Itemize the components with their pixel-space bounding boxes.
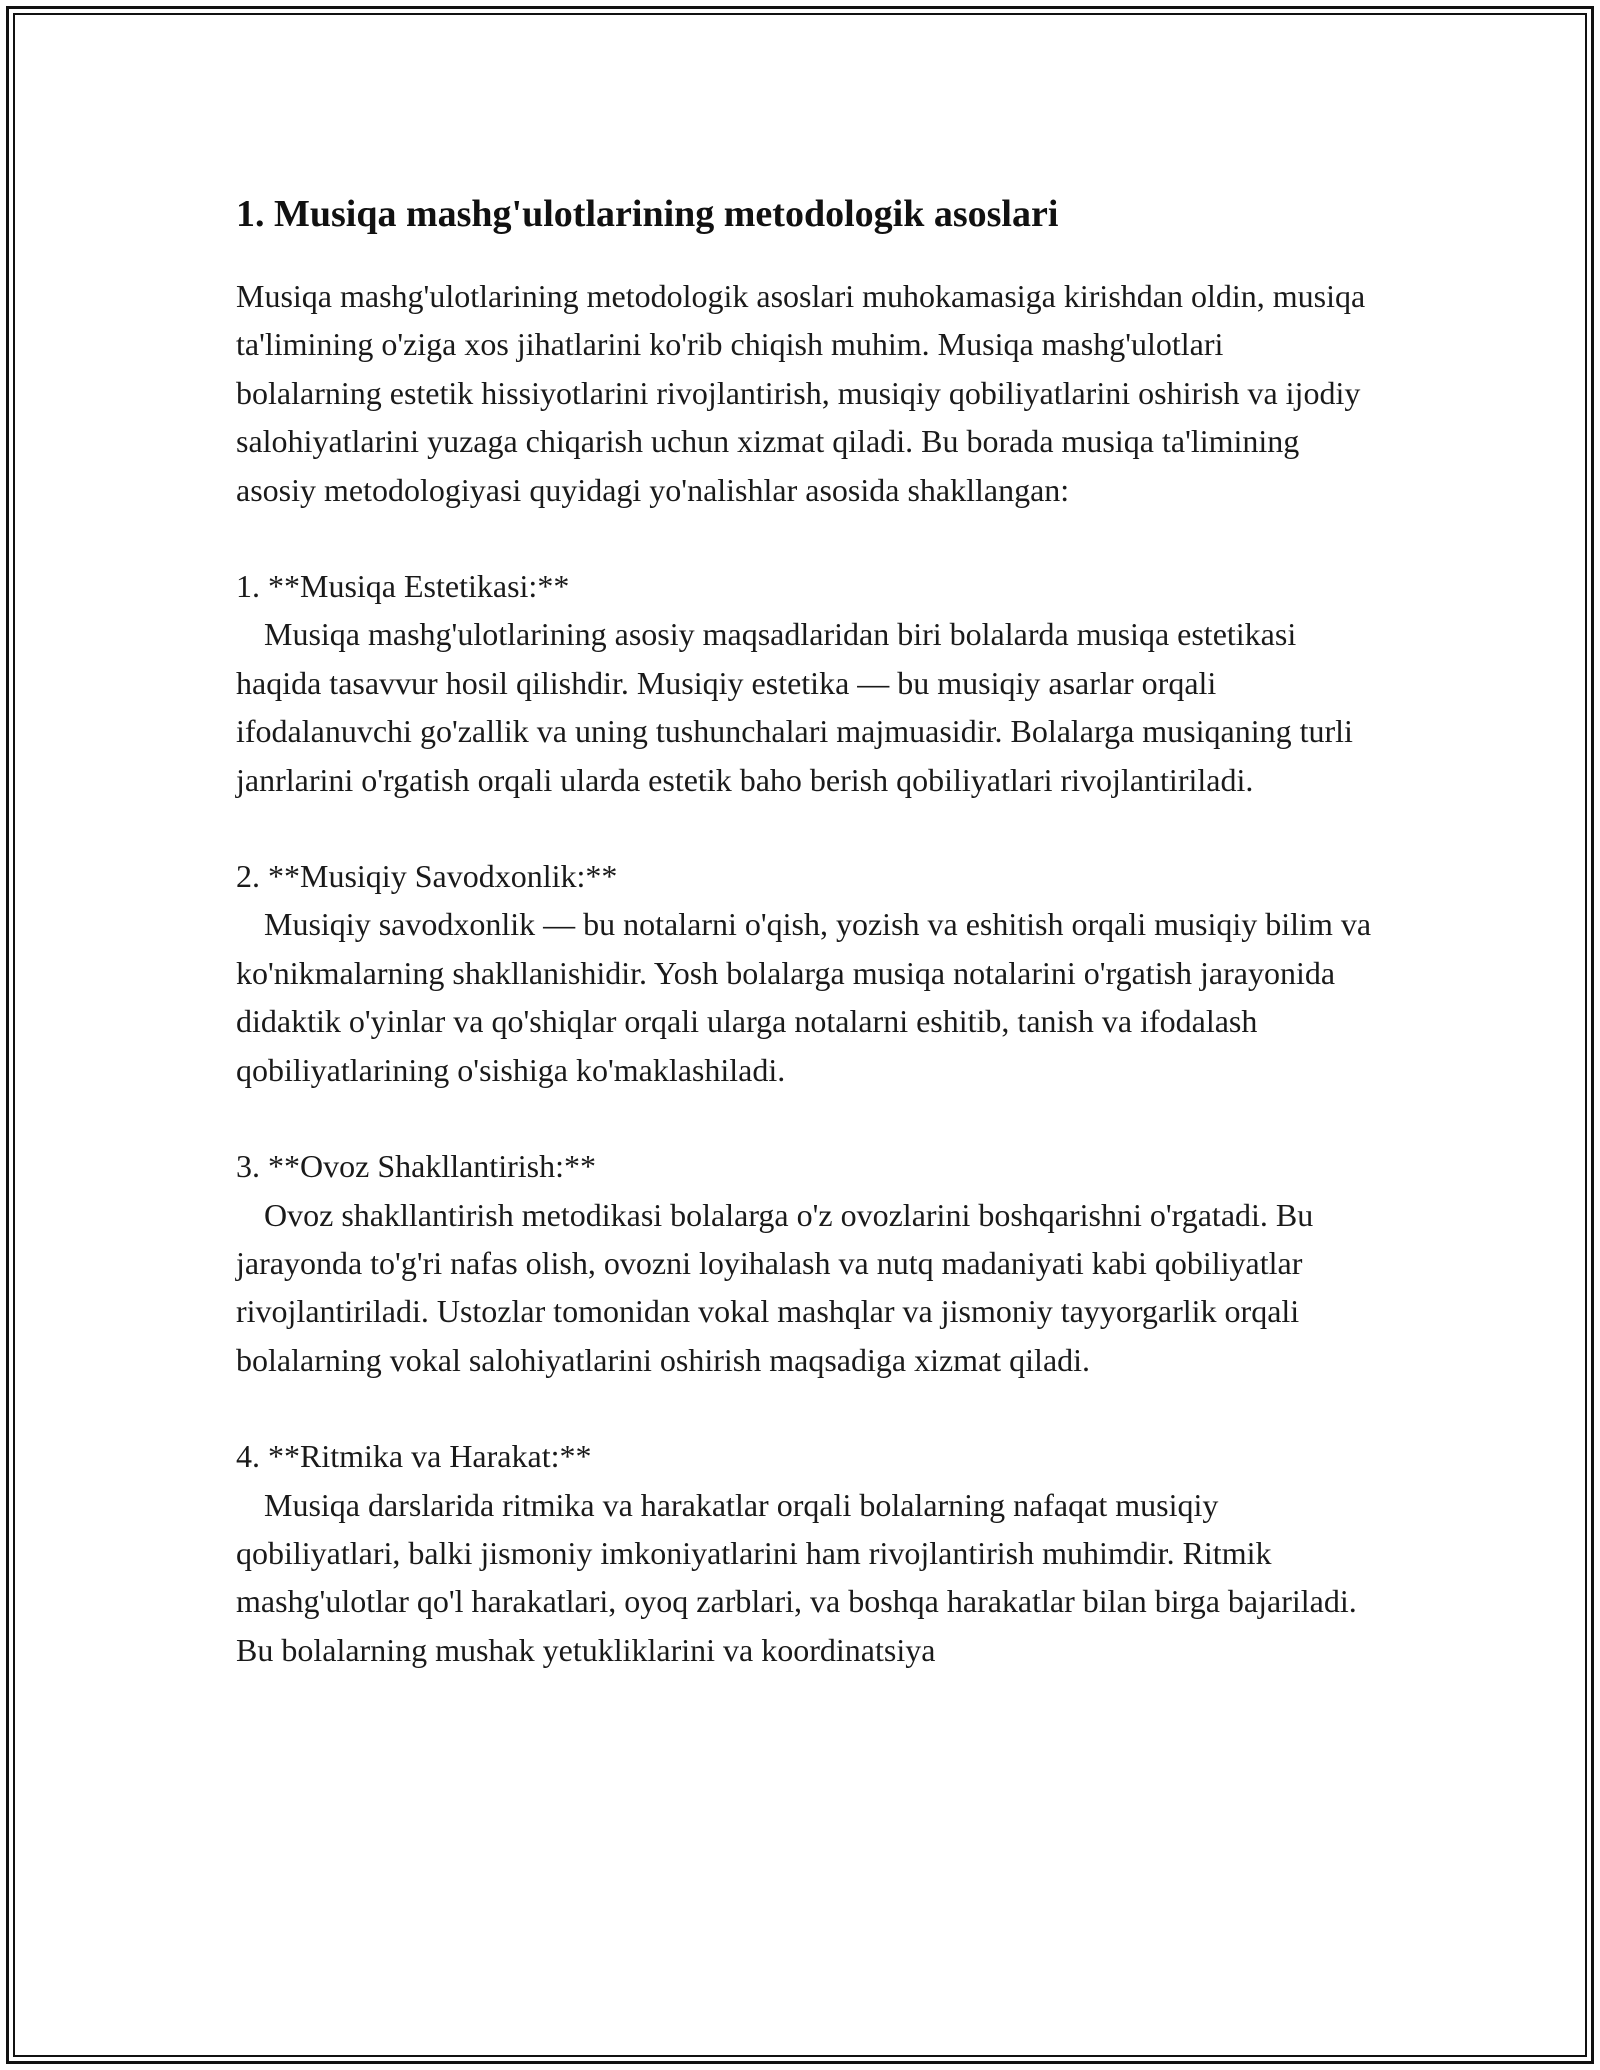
section-musiqa-estetikasi bbox=[236, 562, 1376, 804]
section-body: Musiqa mashg'ulotlarining asosiy maqsadlaridan biri bolalarda musiqa estetikasi haqida tasavvur hosil qilishdir. Musiqiy estetika — bu musiqiy asarlar orqali ifodalanuvchi go'zallik va uning tushunchalari majmuasidir. Bolalarga musiqaning turli janrlarini o'rgatish orqali ularda estetik baho berish qobiliyatlari rivojlantiriladi. bbox=[236, 616, 1353, 798]
section-body: Ovoz shakllantirish metodikasi bolalarga o'z ovozlarini boshqarishni o'rgatadi. Bu jarayonda to'g'ri nafas olish, ovozni loyihalash va nutq madaniyati kabi qobiliyatlar rivojlantiriladi. Ustozlar tomonidan vokal mashqlar va jismoniy tayyorgarlik orqali bolalarning vokal salohiyatlarini oshirish maqsadiga xizmat qiladi. bbox=[236, 1196, 1314, 1378]
section-title: 2. **Musiqiy Savodxonlik:** bbox=[236, 858, 618, 895]
section-body: Musiqa darslarida ritmika va harakatlar orqali bolalarning nafaqat musiqiy qobiliyatlari, balki jismoniy imkoniyatlarini ham rivojlantirish muhimdir. Ritmik mashg'ulotlar qo'l harakatlari, oyoq zarblari, va boshqa harakatlar bilan birga bajariladi. Bu bolalarning mushak yetukliklarini va koordinatsiya bbox=[236, 1486, 1357, 1668]
section-musiqiy-savodxonlik bbox=[236, 852, 1376, 1094]
document-heading: 1. Musiqa mashg'ulotlarining metodologik asoslari bbox=[236, 193, 1059, 235]
section-title: 3. **Ovoz Shakllantirish:** bbox=[236, 1148, 596, 1185]
section-title: 1. **Musiqa Estetikasi:** bbox=[236, 568, 570, 605]
section-ritmika-va-harakat bbox=[236, 1432, 1376, 1674]
document-content bbox=[236, 186, 1376, 1674]
section-body: Musiqiy savodxonlik — bu notalarni o'qish, yozish va eshitish orqali musiqiy bilim va ko'nikmalarning shakllanishidir. Yosh bolalarga musiqa notalarini o'rgatish jarayonida didaktik o'yinlar va qo'shiqlar orqali ularga notalarni eshitib, tanish va ifodalash qobiliyatlarining o'sishiga ko'maklashiladi. bbox=[236, 906, 1372, 1088]
section-title: 4. **Ritmika va Harakat:** bbox=[236, 1438, 592, 1475]
section-ovoz-shakllantirish bbox=[236, 1142, 1376, 1384]
intro-paragraph: Musiqa mashg'ulotlarining metodologik asoslari muhokamasiga kirishdan oldin, musiqa ta'limining o'ziga xos jihatlarini ko'rib chiqish muhim. Musiqa mashg'ulotlari bolalarning estetik hissiyotlarini rivojlantirish, musiqiy qobiliyatlarini oshirish va ijodiy salohiyatlarini yuzaga chiqarish uchun xizmat qiladi. Bu borada musiqa ta'limining asosiy metodologiyasi quyidagi yo'nalishlar asosida shakllangan: bbox=[236, 278, 1366, 508]
